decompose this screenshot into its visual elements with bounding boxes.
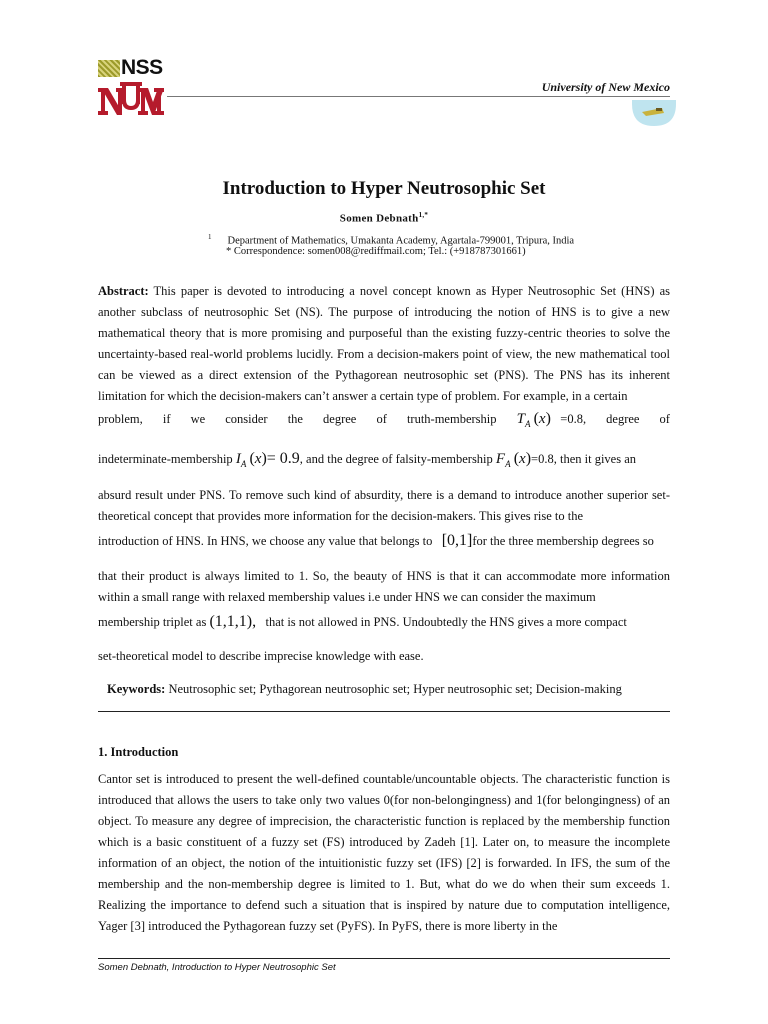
abstract-triplet-line [98, 613, 670, 631]
interval: [0,1] [441, 532, 473, 549]
author-name: Somen Debnath [339, 212, 419, 225]
abstract-label: Abstract: [98, 284, 149, 298]
interval-post: for the three membership degrees so [472, 534, 654, 548]
university-name: University of New Mexico [541, 80, 670, 94]
interval-pre: introduction of HNS. In HNS, we choose any value that belongs to [98, 534, 433, 548]
abstract-paragraph-4: set-theoretical model to describe imprecise knowledge with ease. [98, 649, 424, 663]
abstract-indeterminacy-line: indeterminate-membership $I_A$ (x)= 0.9, and the degree of falsity-membership $F_A$ (x)=0.8, then it gives an [98, 450, 636, 469]
journal-logo-mark [98, 60, 120, 77]
abstract-text-1: This paper is devoted to introducing a novel concept known as Hyper Neutrosophic Set (HNS) as another subclass of neutrosophic Set (NS). The purpose of introducing the notion of HNS is to give a new mathematical theory that is more promising and purposeful than the existing fuzzy-centric theories to solve the uncertainty-based real-world problems lucidly. From a decision-makers point of view, the new mathematical tool can be viewed as a direct extension of the Pythagorean neutrosophic set (PNS). The PNS has its inherent limitation for which the decision-makers can’t answer a certain type of problem. For example, in a certain [98, 284, 670, 403]
keywords-text: Neutrosophic set; Pythagorean neutrosophic set; Hyper neutrosophic set; Decision-making [168, 682, 622, 696]
word: consider [225, 412, 268, 426]
word: we [190, 412, 206, 426]
header-rule [167, 96, 670, 97]
word: degree [606, 412, 640, 426]
falsity-text: , and the degree of falsity-membership [299, 452, 493, 466]
word: of [659, 412, 670, 426]
affiliation [208, 233, 574, 247]
sunrise-graphic-icon [630, 100, 678, 126]
word: the [287, 412, 303, 426]
word: of [376, 412, 387, 426]
word: truth-membership [406, 412, 497, 426]
author-superscript: 1,* [418, 211, 429, 219]
journal-logo-text: NSS [121, 56, 163, 79]
introduction-paragraph: Cantor set is introduced to present the well-defined countable/uncountable objects. The characteristic function is introduced that allows the users to take only two values 0(for non-belongingness) and 1(for belongingness) of an object. To measure any degree of imprecision, the characteristic function is replaced by the membership function which is a basic constituent of a fuzzy set (FS) introduced by Zadeh [1]. Later on, to measure the incomplete information of an object, the notion of the intuitionistic fuzzy set (IFS) [2] is forwarded. In IFS, the sum of the membership and the non-membership degree is limited to 1. But, what do we do when their sum exceeds 1. Realizing the importance to defend such a situation that is inspired by nature due to computation intelligence, Yager [3] introduced the Pythagorean fuzzy set (PyFS). In PyFS, there is more liberty in the [98, 772, 670, 933]
abstract-interval-line [98, 532, 670, 550]
abstract-paragraph-1 [98, 281, 670, 407]
correspondence: * Correspondence: somen008@rediffmail.com; Tel.: (+918787301661) [226, 246, 526, 257]
abstract-paragraph-2: absurd result under PNS. To remove such kind of absurdity, there is a demand to introduce another superior set-theoretical concept that provides more information for the decision-makers. This gives rise to the [98, 488, 670, 523]
keywords [107, 682, 622, 697]
triplet-pre: membership triplet as [98, 615, 207, 629]
running-footer: Somen Debnath, Introduction to Hyper Neutrosophic Set [98, 962, 336, 973]
falsity-value: =0.8, then it gives an [531, 452, 636, 466]
keywords-label: Keywords: [107, 682, 166, 696]
indeterminate-label: indeterminate-membership [98, 452, 233, 466]
footer-rule [98, 958, 670, 959]
indeterminacy-value: = 0.9 [266, 450, 300, 467]
paper-title: Introduction to Hyper Neutrosophic Set [222, 178, 546, 199]
truth-membership-formula: $T_A$ (x) =0.8, [516, 410, 587, 429]
abstract-truth-line [98, 410, 670, 429]
unm-logo-icon [98, 82, 164, 124]
word: problem, [98, 412, 143, 426]
affiliation-number: 1 [208, 233, 212, 241]
triplet: (1,1,1), [209, 613, 257, 630]
abstract-paragraph-3: that their product is always limited to 1. So, the beauty of HNS is that it can accommodate more information within a small range with relaxed membership values i.e under HNS we can consider the maximum [98, 569, 670, 604]
word: degree [323, 412, 357, 426]
affiliation-text: Department of Mathematics, Umakanta Academy, Agartala-799001, Tripura, India [227, 235, 575, 247]
word: if [162, 412, 171, 426]
triplet-post: that is not allowed in PNS. Undoubtedly the HNS gives a more compact [265, 615, 627, 629]
author-line [0, 211, 768, 225]
section-heading: 1. Introduction [98, 745, 179, 759]
section-divider [98, 711, 670, 712]
